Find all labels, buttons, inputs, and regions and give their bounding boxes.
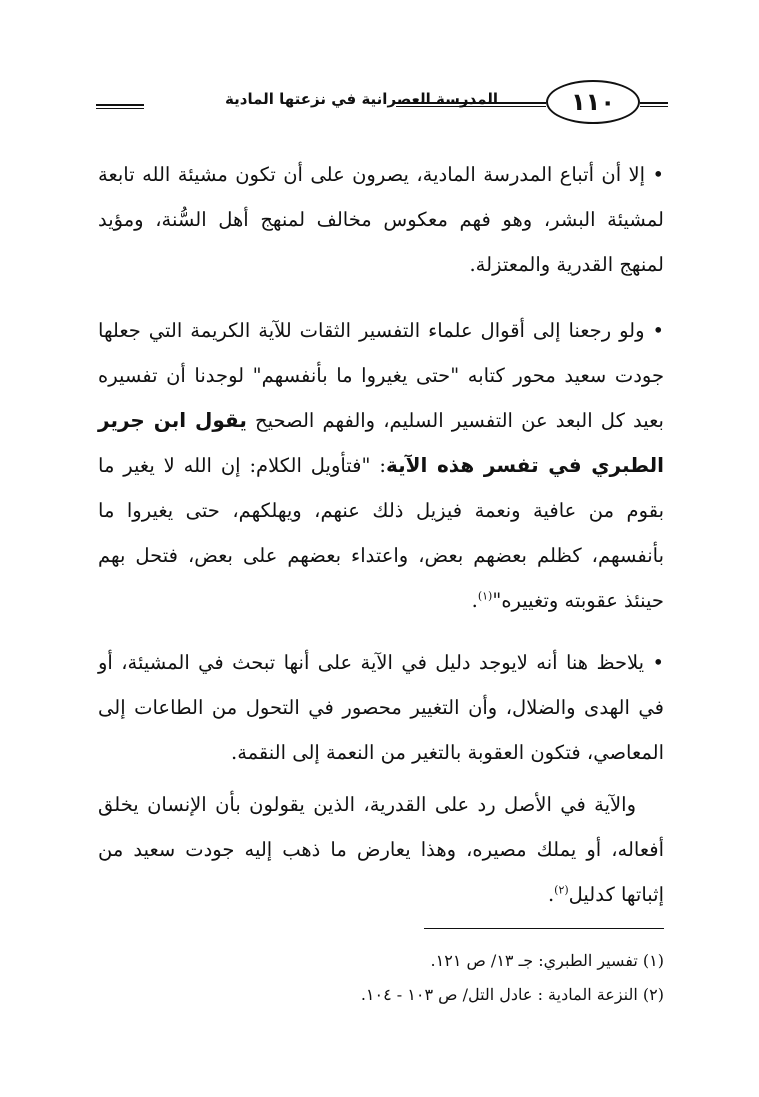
page-header [96, 80, 668, 130]
paragraph-3: • يلاحظ هنا أنه لايوجد دليل في الآية على أنها تبحث في المشيئة، أو في الهدى والضلال، وأن التغيير محصور في التحول من الطاعات إلى المعاصي، فتكون العقوبة بالتغير من النعمة إلى النقمة. [98, 651, 664, 764]
header-rule-left [96, 104, 144, 109]
paragraph-4 [98, 782, 664, 917]
footnote-2: (٢) النزعة المادية : عادل التل/ ص ١٠٣ - ١٠٤. [360, 985, 664, 1004]
footnote-ref-1: (١) [477, 589, 493, 603]
footnote-ref-2: (٢) [554, 883, 569, 897]
paragraph-2-bold-citation: يقول ابن جرير الطبري في تفسر هذه الآية [98, 408, 665, 477]
paragraph-2-text-b: : "فتأويل الكلام: إن الله لا يغير ما بقوم من عافية ونعمة فيزيل ذلك عنهم، ويهلكهم، حتى يغيروا ما بأنفسهم، كظلم بعضهم بعض، واعتداء بعضهم على بعض، فتحل بهم حينئذ عقوبته وتغييره" [98, 454, 664, 612]
header-rule-right [396, 102, 546, 107]
paragraph-2-end: . [471, 589, 478, 612]
paragraph-2 [98, 308, 664, 623]
footnote-separator [424, 928, 664, 929]
footnote-1: (١) تفسير الطبري: جـ ١٣/ ص ١٢١. [430, 951, 664, 970]
paragraph-1: • إلا أن أتباع المدرسة المادية، يصرون على أن تكون مشيئة الله تابعة لمشيئة البشر، وهو فهم معكوس مخالف لمنهج أهل السُّنة، ومؤيد لمنهج القدرية والمعتزلة. [98, 163, 664, 276]
paragraph-4-end: . [547, 883, 555, 906]
header-rule-end [640, 102, 668, 107]
page-number: ١١٠ [546, 80, 640, 124]
paragraph-2-text-a: • ولو رجعنا إلى أقوال علماء التفسير الثقات للآية الكريمة التي جعلها جودت سعيد محور كتابه "حتى يغيروا ما بأنفسهم" لوجدنا أن تفسيره بعيد كل البعد عن التفسير السليم، والفهم الصحيح [98, 319, 664, 432]
running-title: المدرسة العصرانية في نزعتها المادية [225, 90, 498, 108]
footnotes [98, 944, 664, 1012]
paragraph-4-text: والآية في الأصل رد على القدرية، الذين يقولون بأن الإنسان يخلق أفعاله، أو يملك مصيره، وهذا يعارض ما ذهب إليه جودت سعيد من إثباتها كدليل [98, 793, 664, 906]
